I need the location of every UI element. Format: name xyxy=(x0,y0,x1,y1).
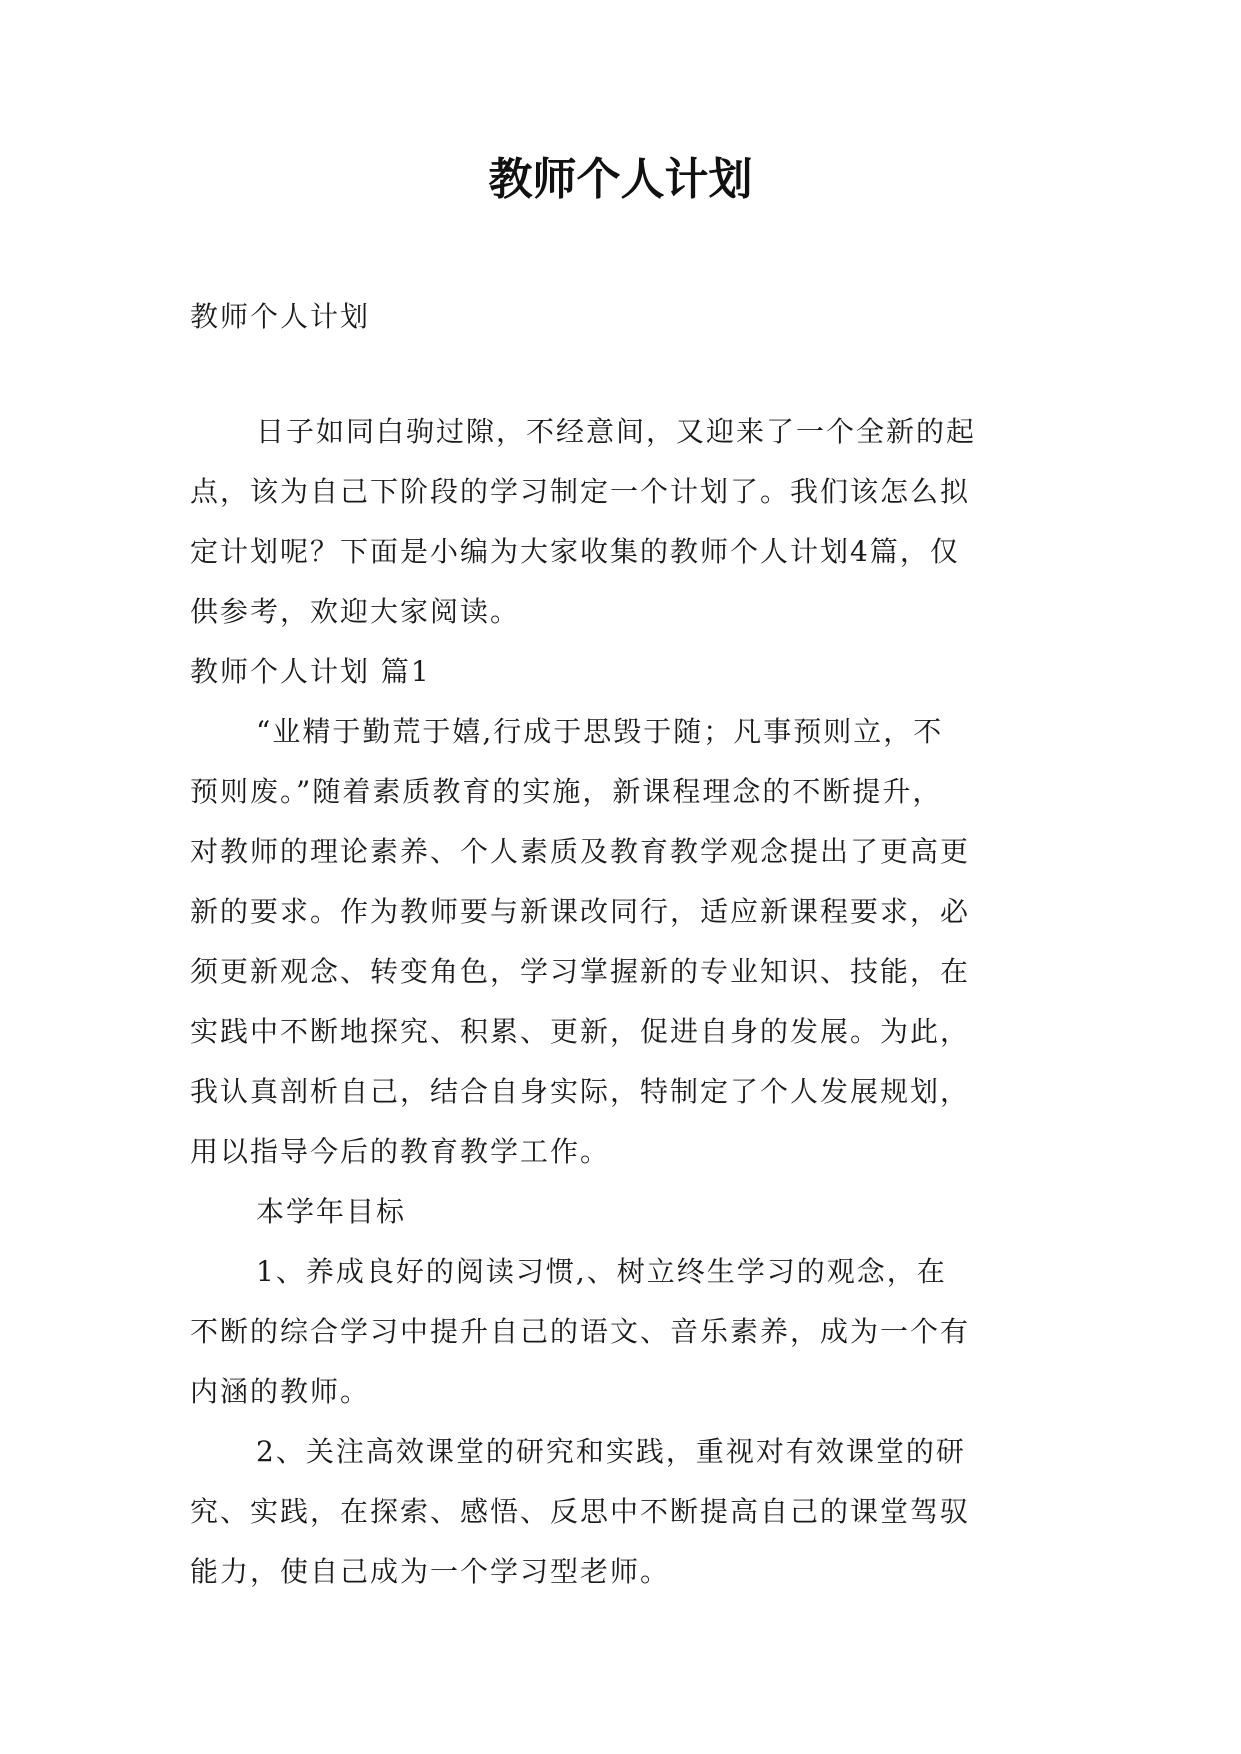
paragraph-line: 日子如同白驹过隙，不经意间，又迎来了一个全新的起 xyxy=(256,415,977,448)
document-body xyxy=(190,287,1060,1602)
paragraph-line: 须更新观念、转变角色，学习掌握新的专业知识、技能，在 xyxy=(190,955,971,988)
paragraph-line: 内涵的教师。 xyxy=(190,1375,371,1408)
goal-heading: 本学年目标 xyxy=(256,1195,407,1228)
paragraph-line: 新的要求。作为教师要与新课改同行，适应新课程要求，必 xyxy=(190,895,971,928)
paragraph-line: 预则废。”随着素质教育的实施，新课程理念的不断提升， xyxy=(190,775,943,808)
paragraph-line: 1、养成良好的阅读习惯,、树立终生学习的观念，在 xyxy=(256,1255,947,1288)
document-subtitle: 教师个人计划 xyxy=(190,300,371,333)
paragraph-line: 对教师的理论素养、个人素质及教育教学观念提出了更高更 xyxy=(190,835,971,868)
paragraph-line: 究、实践，在探索、感悟、反思中不断提高自己的课堂驾驭 xyxy=(190,1495,971,1528)
paragraph-line: 我认真剖析自己，结合自身实际，特制定了个人发展规划， xyxy=(190,1075,971,1108)
paragraph-line: 不断的综合学习中提升自己的语文、音乐素养，成为一个有 xyxy=(190,1315,971,1348)
paragraph-line: 定计划呢？下面是小编为大家收集的教师个人计划4篇，仅 xyxy=(190,535,960,568)
paragraph-line: 用以指导今后的教育教学工作。 xyxy=(190,1135,611,1168)
document-title: 教师个人计划 xyxy=(488,154,753,205)
spacer xyxy=(190,347,1060,402)
paragraph-line: “业精于勤荒于嬉,行成于思毁于随；凡事预则立，不 xyxy=(256,715,944,748)
section-heading: 教师个人计划 篇1 xyxy=(190,655,431,688)
paragraph-line: 供参考，欢迎大家阅读。 xyxy=(190,595,521,628)
paragraph-line: 点，该为自己下阶段的学习制定一个计划了。我们该怎么拟 xyxy=(190,475,971,508)
paragraph-line: 2、关注高效课堂的研究和实践，重视对有效课堂的研 xyxy=(256,1435,966,1468)
paragraph-line: 能力，使自己成为一个学习型老师。 xyxy=(190,1555,671,1588)
paragraph-line: 实践中不断地探究、积累、更新，促进自身的发展。为此， xyxy=(190,1015,971,1048)
